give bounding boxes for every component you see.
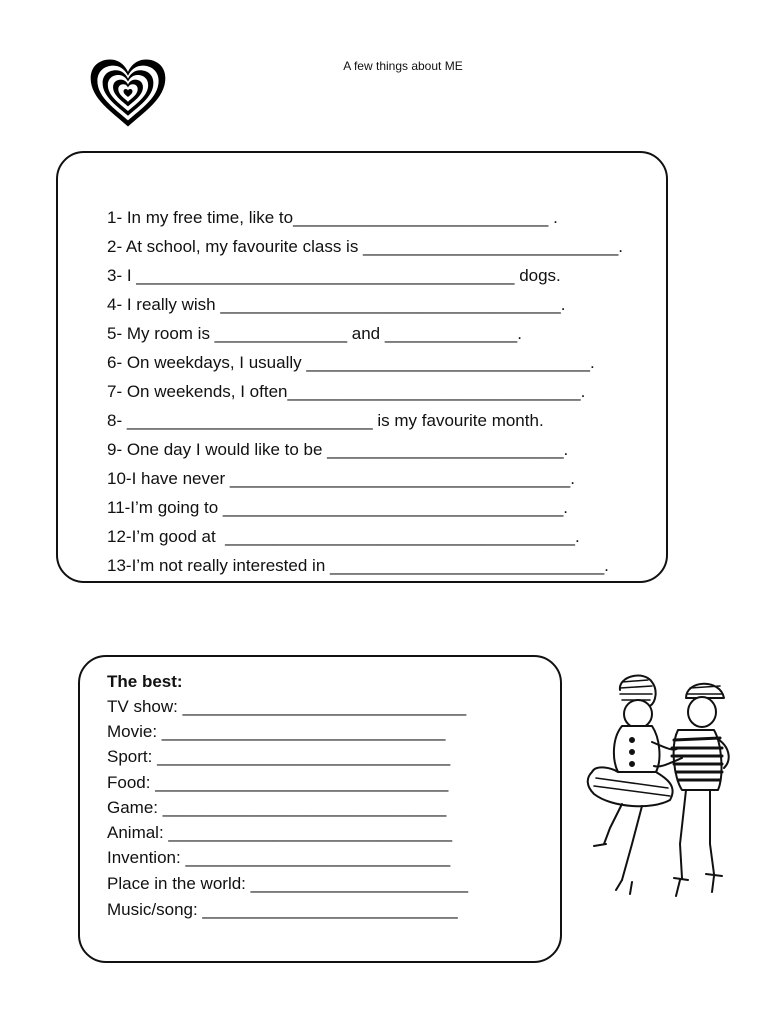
best-item: Invention: ____________________________ [107,848,451,867]
best-item: Sport: _______________________________ [107,747,451,766]
best-item: Place in the world: _______________________ [107,874,469,893]
question-line: 3- I ________________________________________ dogs. [107,266,561,285]
best-item: Music/song: ___________________________ [107,900,458,919]
question-line: 11-I’m going to ____________________________________. [107,498,569,517]
question-line: 7- On weekends, I often_______________________________. [107,382,586,401]
question-line: 4- I really wish ____________________________________. [107,295,566,314]
best-item: Food: _______________________________ [107,773,449,792]
question-line: 5- My room is ______________ and ______________. [107,324,522,343]
question-line: 10-I have never ____________________________________. [107,469,575,488]
best-item: Movie: ______________________________ [107,722,446,741]
question-line: 9- One day I would like to be _________________________. [107,440,569,459]
best-item: Animal: ______________________________ [107,823,453,842]
question-line: 12-I’m good at _____________________________________. [107,527,580,546]
question-line: 1- In my free time, like to___________________________ . [107,208,558,227]
best-item: TV show: ______________________________ [107,697,467,716]
the-best-heading: The best: [107,672,183,691]
ice-skating-children-illustration [582,668,737,936]
question-line: 6- On weekdays, I usually ______________________________. [107,353,595,372]
page-title: A few things about ME [343,59,463,73]
question-line: 2- At school, my favourite class is ___________________________. [107,237,624,256]
concentric-heart-icon [89,58,167,128]
question-line: 8- __________________________ is my favourite month. [107,411,544,430]
question-line: 13-I’m not really interested in _____________________________. [107,556,609,575]
best-item: Game: ______________________________ [107,798,447,817]
